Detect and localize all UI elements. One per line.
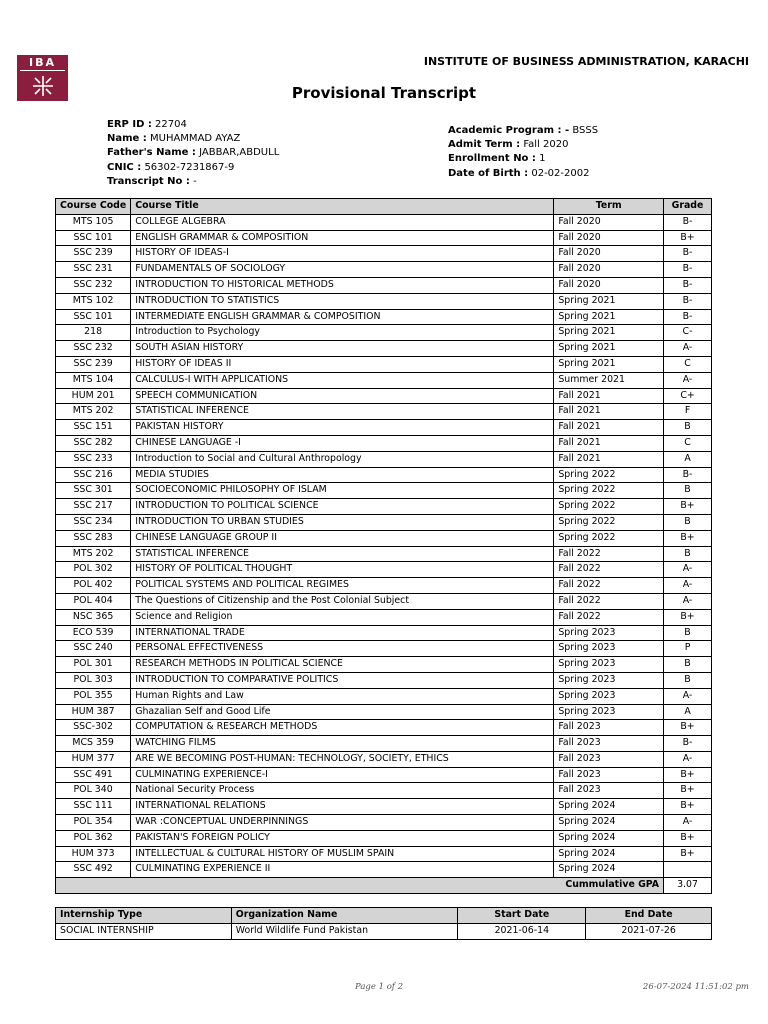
course-grade: A- <box>664 562 712 578</box>
table-row <box>56 593 712 609</box>
course-code: SSC 234 <box>56 514 131 530</box>
course-code: POL 402 <box>56 578 131 594</box>
dob-value: 02-02-2002 <box>531 167 590 179</box>
table-row <box>56 609 712 625</box>
course-grade: A <box>664 451 712 467</box>
table-row <box>56 325 712 341</box>
father-value: JABBAR,ABDULL <box>199 147 280 159</box>
table-row <box>56 720 712 736</box>
course-code: SSC 216 <box>56 467 131 483</box>
table-row <box>56 704 712 720</box>
course-code: POL 362 <box>56 830 131 846</box>
enroll-value: 1 <box>539 153 546 165</box>
course-code: SSC 233 <box>56 451 131 467</box>
course-code: SSC 492 <box>56 862 131 878</box>
course-term: Spring 2023 <box>554 704 664 720</box>
course-grade: B- <box>664 214 712 230</box>
erp-value: 22704 <box>155 119 187 130</box>
course-code: SSC 240 <box>56 641 131 657</box>
table-row <box>56 546 712 562</box>
course-code: MCS 359 <box>56 736 131 752</box>
course-grade: A <box>664 704 712 720</box>
course-title: SOUTH ASIAN HISTORY <box>131 341 554 357</box>
course-title: INTELLECTUAL & CULTURAL HISTORY OF MUSLIM SPAIN <box>131 846 554 862</box>
program-row <box>448 124 598 138</box>
course-grade: B <box>664 420 712 436</box>
dob-label: Date of Birth : <box>448 167 529 179</box>
course-term: Spring 2021 <box>554 309 664 325</box>
course-title: PERSONAL EFFECTIVENESS <box>131 641 554 657</box>
course-code: SSC 217 <box>56 499 131 515</box>
course-grade: C <box>664 435 712 451</box>
course-grade <box>664 862 712 878</box>
course-code: SSC-302 <box>56 720 131 736</box>
course-title: CULMINATING EXPERIENCE-I <box>131 767 554 783</box>
course-grade: B- <box>664 277 712 293</box>
course-code: HUM 373 <box>56 846 131 862</box>
course-grade: B- <box>664 262 712 278</box>
course-code: POL 354 <box>56 815 131 831</box>
course-grade: B- <box>664 293 712 309</box>
header-organization: Organization Name <box>231 908 458 924</box>
course-title: FUNDAMENTALS OF SOCIOLOGY <box>131 262 554 278</box>
course-term: Spring 2024 <box>554 799 664 815</box>
course-code: MTS 105 <box>56 214 131 230</box>
table-row <box>56 388 712 404</box>
table-row <box>56 293 712 309</box>
dob-row <box>448 167 598 181</box>
admit-row <box>448 138 598 152</box>
table-row <box>56 862 712 878</box>
header-grade: Grade <box>664 199 712 215</box>
course-grade: A- <box>664 815 712 831</box>
course-grade: B+ <box>664 767 712 783</box>
course-title: CHINESE LANGUAGE GROUP II <box>131 530 554 546</box>
course-code: POL 355 <box>56 688 131 704</box>
table-row <box>56 830 712 846</box>
course-term: Fall 2023 <box>554 736 664 752</box>
transcript-value: - <box>193 175 197 187</box>
course-code: POL 340 <box>56 783 131 799</box>
course-title: INTRODUCTION TO COMPARATIVE POLITICS <box>131 672 554 688</box>
course-code: NSC 365 <box>56 609 131 625</box>
program-value: BSSS <box>572 125 599 136</box>
course-title: INTERMEDIATE ENGLISH GRAMMAR & COMPOSITION <box>131 309 554 325</box>
course-grade: A- <box>664 688 712 704</box>
course-code: MTS 202 <box>56 404 131 420</box>
course-grade: P <box>664 641 712 657</box>
table-row <box>56 657 712 673</box>
course-code: MTS 104 <box>56 372 131 388</box>
course-title: HISTORY OF IDEAS II <box>131 356 554 372</box>
table-row <box>56 341 712 357</box>
logo-text: IBA <box>29 56 56 69</box>
course-term: Summer 2021 <box>554 372 664 388</box>
course-title: National Security Process <box>131 783 554 799</box>
course-term: Fall 2023 <box>554 751 664 767</box>
page-number: Page 1 of 2 <box>355 982 404 992</box>
table-row <box>56 214 712 230</box>
course-code: HUM 201 <box>56 388 131 404</box>
course-title: INTRODUCTION TO HISTORICAL METHODS <box>131 277 554 293</box>
table-row <box>56 641 712 657</box>
admit-label: Admit Term : <box>448 139 521 151</box>
course-title: HISTORY OF POLITICAL THOUGHT <box>131 562 554 578</box>
course-code: SSC 101 <box>56 309 131 325</box>
course-term: Fall 2020 <box>554 277 664 293</box>
course-grade: B <box>664 514 712 530</box>
print-timestamp: 26-07-2024 11:51:02 pm <box>642 982 749 992</box>
course-title: CALCULUS-I WITH APPLICATIONS <box>131 372 554 388</box>
table-row <box>56 277 712 293</box>
name-label: Name : <box>107 133 147 145</box>
course-code: SSC 101 <box>56 230 131 246</box>
internship-type: SOCIAL INTERNSHIP <box>56 923 232 939</box>
course-term: Spring 2023 <box>554 688 664 704</box>
course-title: WATCHING FILMS <box>131 736 554 752</box>
erp-row <box>107 118 279 132</box>
course-code: POL 303 <box>56 672 131 688</box>
course-title: Introduction to Psychology <box>131 325 554 341</box>
course-term: Spring 2022 <box>554 514 664 530</box>
course-grade: B+ <box>664 799 712 815</box>
table-row <box>56 451 712 467</box>
course-grade: B <box>664 672 712 688</box>
course-term: Spring 2021 <box>554 356 664 372</box>
course-term: Fall 2020 <box>554 230 664 246</box>
internship-header-row <box>56 908 712 924</box>
gpa-row <box>56 878 712 894</box>
course-title: PAKISTAN'S FOREIGN POLICY <box>131 830 554 846</box>
erp-label: ERP ID : <box>107 119 152 130</box>
course-grade: A- <box>664 341 712 357</box>
course-grade: B+ <box>664 230 712 246</box>
course-term: Spring 2022 <box>554 530 664 546</box>
father-row <box>107 146 279 160</box>
course-code: POL 404 <box>56 593 131 609</box>
course-term: Fall 2021 <box>554 404 664 420</box>
course-title: HISTORY OF IDEAS-I <box>131 246 554 262</box>
table-row <box>56 736 712 752</box>
father-label: Father's Name : <box>107 147 196 159</box>
end-date: 2021-07-26 <box>586 923 712 939</box>
course-title: SOCIOECONOMIC PHILOSOPHY OF ISLAM <box>131 483 554 499</box>
name-value: MUHAMMAD AYAZ <box>150 133 241 145</box>
course-grade: A- <box>664 578 712 594</box>
institute-name: INSTITUTE OF BUSINESS ADMINISTRATION, KARACHI <box>423 55 749 68</box>
table-row <box>56 420 712 436</box>
course-term: Spring 2023 <box>554 641 664 657</box>
table-row <box>56 815 712 831</box>
course-term: Fall 2020 <box>554 214 664 230</box>
course-code: ECO 539 <box>56 625 131 641</box>
course-code: 218 <box>56 325 131 341</box>
logo-divider <box>20 70 65 71</box>
course-grade: C+ <box>664 388 712 404</box>
internship-table <box>55 907 712 940</box>
courses-header-row <box>56 199 712 215</box>
course-grade: B+ <box>664 846 712 862</box>
course-grade: C <box>664 356 712 372</box>
course-term: Spring 2022 <box>554 483 664 499</box>
course-code: SSC 239 <box>56 356 131 372</box>
header-end-date: End Date <box>586 908 712 924</box>
course-code: HUM 387 <box>56 704 131 720</box>
enroll-row <box>448 152 598 166</box>
name-row <box>107 132 279 146</box>
course-term: Fall 2020 <box>554 262 664 278</box>
course-grade: B+ <box>664 720 712 736</box>
table-row <box>56 688 712 704</box>
course-title: INTRODUCTION TO POLITICAL SCIENCE <box>131 499 554 515</box>
course-term: Fall 2021 <box>554 420 664 436</box>
course-term: Spring 2023 <box>554 672 664 688</box>
course-title: CHINESE LANGUAGE -I <box>131 435 554 451</box>
course-term: Fall 2023 <box>554 720 664 736</box>
table-row <box>56 783 712 799</box>
table-row <box>56 262 712 278</box>
course-term: Fall 2023 <box>554 783 664 799</box>
course-grade: B <box>664 625 712 641</box>
transcript-row <box>107 175 279 189</box>
table-row <box>56 435 712 451</box>
course-code: SSC 491 <box>56 767 131 783</box>
student-info <box>107 118 279 189</box>
course-term: Fall 2021 <box>554 435 664 451</box>
course-grade: B- <box>664 309 712 325</box>
course-title: Ghazalian Self and Good Life <box>131 704 554 720</box>
course-title: INTERNATIONAL TRADE <box>131 625 554 641</box>
course-code: SSC 239 <box>56 246 131 262</box>
table-row <box>56 767 712 783</box>
table-row <box>56 514 712 530</box>
table-row <box>56 562 712 578</box>
course-grade: B- <box>664 736 712 752</box>
course-code: SSC 231 <box>56 262 131 278</box>
course-title: MEDIA STUDIES <box>131 467 554 483</box>
course-code: SSC 282 <box>56 435 131 451</box>
course-title: CULMINATING EXPERIENCE II <box>131 862 554 878</box>
table-row <box>56 404 712 420</box>
table-row <box>56 483 712 499</box>
course-term: Spring 2021 <box>554 293 664 309</box>
course-title: INTERNATIONAL RELATIONS <box>131 799 554 815</box>
course-title: Science and Religion <box>131 609 554 625</box>
header-course-title: Course Title <box>131 199 554 215</box>
course-title: ARE WE BECOMING POST-HUMAN: TECHNOLOGY, SOCIETY, ETHICS <box>131 751 554 767</box>
course-grade: A- <box>664 372 712 388</box>
table-row <box>56 923 712 939</box>
course-grade: A- <box>664 751 712 767</box>
course-title: Introduction to Social and Cultural Anthropology <box>131 451 554 467</box>
courses-table <box>55 198 712 894</box>
cnic-value: 56302-7231867-9 <box>144 161 235 173</box>
course-term: Fall 2022 <box>554 593 664 609</box>
course-term: Spring 2024 <box>554 862 664 878</box>
gpa-label: Cummulative GPA <box>56 878 664 894</box>
course-term: Spring 2024 <box>554 846 664 862</box>
course-grade: C- <box>664 325 712 341</box>
course-term: Spring 2023 <box>554 625 664 641</box>
table-row <box>56 372 712 388</box>
course-grade: B- <box>664 467 712 483</box>
course-code: MTS 202 <box>56 546 131 562</box>
header-start-date: Start Date <box>458 908 586 924</box>
table-row <box>56 467 712 483</box>
course-grade: B+ <box>664 609 712 625</box>
course-code: POL 301 <box>56 657 131 673</box>
course-title: ENGLISH GRAMMAR & COMPOSITION <box>131 230 554 246</box>
courses-body <box>56 214 712 877</box>
course-title: INTRODUCTION TO STATISTICS <box>131 293 554 309</box>
course-grade: B <box>664 546 712 562</box>
table-row <box>56 499 712 515</box>
course-grade: B+ <box>664 530 712 546</box>
course-title: WAR :CONCEPTUAL UNDERPINNINGS <box>131 815 554 831</box>
course-term: Fall 2022 <box>554 578 664 594</box>
cnic-label: CNIC : <box>107 161 142 173</box>
course-term: Spring 2021 <box>554 341 664 357</box>
header-internship-type: Internship Type <box>56 908 232 924</box>
course-grade: F <box>664 404 712 420</box>
course-term: Spring 2024 <box>554 830 664 846</box>
header-term: Term <box>554 199 664 215</box>
course-grade: A- <box>664 593 712 609</box>
course-term: Spring 2024 <box>554 815 664 831</box>
table-row <box>56 625 712 641</box>
course-grade: B <box>664 657 712 673</box>
course-grade: B- <box>664 246 712 262</box>
course-title: Human Rights and Law <box>131 688 554 704</box>
course-term: Fall 2022 <box>554 609 664 625</box>
table-row <box>56 846 712 862</box>
program-info <box>448 124 598 181</box>
table-row <box>56 672 712 688</box>
header-course-code: Course Code <box>56 199 131 215</box>
course-code: MTS 102 <box>56 293 131 309</box>
course-title: COLLEGE ALGEBRA <box>131 214 554 230</box>
course-code: SSC 111 <box>56 799 131 815</box>
program-label: Academic Program : - <box>448 125 570 136</box>
course-code: HUM 377 <box>56 751 131 767</box>
course-code: SSC 151 <box>56 420 131 436</box>
course-grade: B+ <box>664 499 712 515</box>
table-row <box>56 246 712 262</box>
course-term: Fall 2023 <box>554 767 664 783</box>
course-grade: B+ <box>664 830 712 846</box>
course-code: SSC 301 <box>56 483 131 499</box>
internship-body <box>56 923 712 939</box>
course-code: SSC 232 <box>56 341 131 357</box>
course-term: Fall 2022 <box>554 546 664 562</box>
table-row <box>56 799 712 815</box>
cnic-row <box>107 161 279 175</box>
course-title: COMPUTATION & RESEARCH METHODS <box>131 720 554 736</box>
table-row <box>56 751 712 767</box>
organization-name: World Wildlife Fund Pakistan <box>231 923 458 939</box>
table-row <box>56 578 712 594</box>
admit-value: Fall 2020 <box>523 139 569 151</box>
course-title: SPEECH COMMUNICATION <box>131 388 554 404</box>
course-term: Fall 2021 <box>554 451 664 467</box>
course-code: SSC 232 <box>56 277 131 293</box>
course-title: The Questions of Citizenship and the Post Colonial Subject <box>131 593 554 609</box>
course-term: Fall 2020 <box>554 246 664 262</box>
table-row <box>56 356 712 372</box>
course-term: Spring 2022 <box>554 467 664 483</box>
table-row <box>56 309 712 325</box>
course-title: POLITICAL SYSTEMS AND POLITICAL REGIMES <box>131 578 554 594</box>
course-grade: B <box>664 483 712 499</box>
course-term: Spring 2021 <box>554 325 664 341</box>
course-title: STATISTICAL INFERENCE <box>131 404 554 420</box>
course-code: SSC 283 <box>56 530 131 546</box>
course-title: STATISTICAL INFERENCE <box>131 546 554 562</box>
page-title: Provisional Transcript <box>291 84 477 102</box>
gpa-value: 3.07 <box>664 878 712 894</box>
enroll-label: Enrollment No : <box>448 153 536 165</box>
course-grade: B+ <box>664 783 712 799</box>
course-term: Spring 2022 <box>554 499 664 515</box>
table-row <box>56 230 712 246</box>
course-code: POL 302 <box>56 562 131 578</box>
start-date: 2021-06-14 <box>458 923 586 939</box>
course-term: Fall 2022 <box>554 562 664 578</box>
transcript-label: Transcript No : <box>107 175 190 187</box>
course-title: PAKISTAN HISTORY <box>131 420 554 436</box>
table-row <box>56 530 712 546</box>
course-term: Spring 2023 <box>554 657 664 673</box>
course-title: RESEARCH METHODS IN POLITICAL SCIENCE <box>131 657 554 673</box>
course-term: Fall 2021 <box>554 388 664 404</box>
course-title: INTRODUCTION TO URBAN STUDIES <box>131 514 554 530</box>
